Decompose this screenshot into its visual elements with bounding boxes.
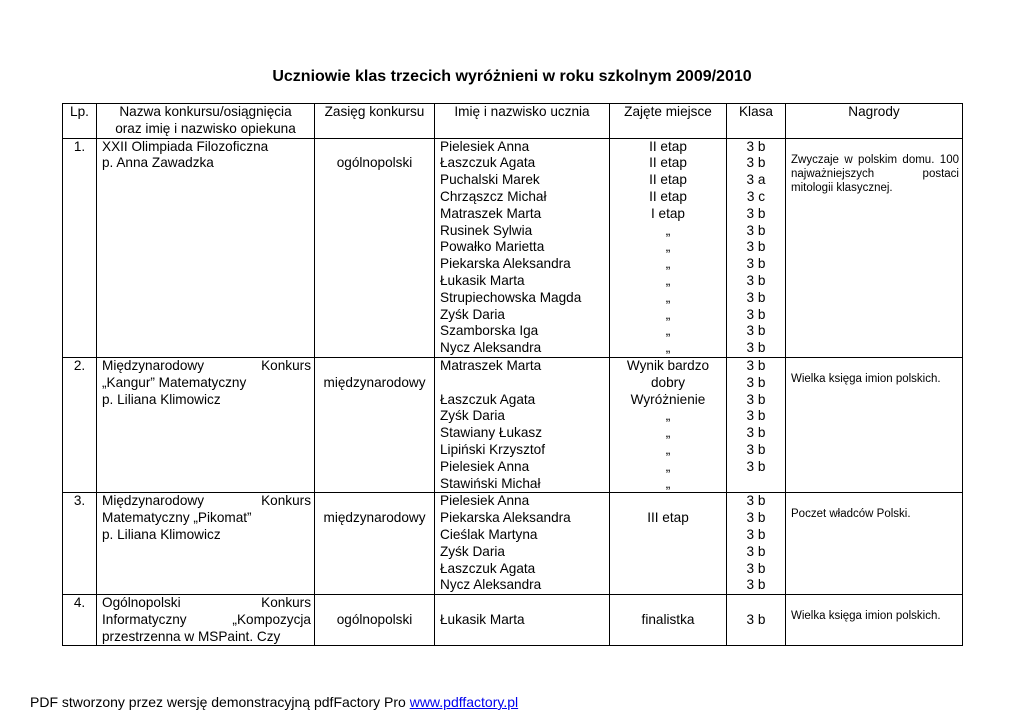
place-value: „ bbox=[665, 458, 671, 474]
contest-name: Ogólnopolski Konkurs Informatyczny „Kompozycja przestrzenna w MSPaint. Czy bbox=[102, 595, 311, 644]
row-classes: 3 b bbox=[727, 595, 786, 646]
pupil-name: Matraszek Marta bbox=[440, 205, 542, 221]
pupil-name: Rusinek Sylwia bbox=[440, 222, 533, 238]
awards-table bbox=[62, 103, 963, 646]
footer-link[interactable]: www.pdffactory.pl bbox=[409, 694, 519, 710]
row-classes bbox=[727, 138, 786, 357]
place-value: „ bbox=[665, 306, 671, 322]
row-places: finalistka bbox=[610, 595, 727, 646]
place-value: „ bbox=[665, 323, 671, 339]
class-value: 3 b bbox=[746, 155, 766, 171]
class-value: 3 b bbox=[746, 138, 766, 154]
class-value: 3 b bbox=[746, 425, 766, 441]
place-value bbox=[610, 577, 726, 594]
place-value: I etap bbox=[650, 205, 685, 221]
place-value: II etap bbox=[649, 138, 687, 154]
place-value: „ bbox=[665, 425, 671, 441]
place-value: II etap bbox=[649, 172, 687, 188]
place-value: „ bbox=[665, 239, 671, 255]
class-value: 3 b bbox=[746, 560, 766, 576]
row-classes bbox=[727, 493, 786, 595]
place-value: „ bbox=[665, 441, 671, 457]
pupil-name: Pielesiek Anna bbox=[440, 493, 530, 509]
row-pupils bbox=[435, 138, 610, 357]
class-value: 3 b bbox=[746, 543, 766, 559]
place-value: „ bbox=[665, 289, 671, 305]
pupil-name: Stawiany Łukasz bbox=[440, 425, 543, 441]
row-prize: Poczet władców Polski. bbox=[786, 493, 963, 595]
pupil-name: Piekarska Aleksandra bbox=[440, 256, 571, 272]
class-value: 3 b bbox=[746, 323, 766, 339]
class-value bbox=[727, 476, 785, 493]
table-header-row bbox=[63, 104, 963, 139]
pupil-name: Łaszczuk Agata bbox=[440, 155, 536, 171]
class-value: 3 b bbox=[746, 340, 766, 356]
class-value: 3 b bbox=[746, 408, 766, 424]
contest-name: Międzynarodowy Konkurs „Kangur” Matematyczny bbox=[102, 357, 311, 390]
contest-supervisor: p. Liliana Klimowicz bbox=[102, 391, 221, 407]
pupil-name: Łukasik Marta bbox=[440, 272, 525, 288]
row-range: ogólnopolski bbox=[315, 595, 435, 646]
place-value: II etap bbox=[649, 188, 687, 204]
row-range bbox=[315, 493, 435, 595]
header-lp: Lp. bbox=[63, 104, 97, 139]
pupil-name: Łaszczuk Agata bbox=[440, 391, 536, 407]
pupil-name: Nycz Aleksandra bbox=[440, 577, 542, 593]
row-contest bbox=[97, 357, 315, 492]
place-value: „ bbox=[665, 408, 671, 424]
place-value bbox=[610, 527, 726, 544]
row-places bbox=[610, 138, 727, 357]
place-value bbox=[610, 561, 726, 578]
contest-name: Międzynarodowy Konkurs Matematyczny „Pikomat” bbox=[102, 493, 311, 526]
contest-name: XXII Olimpiada Filozoficzna bbox=[102, 138, 269, 154]
header-range: Zasięg konkursu bbox=[315, 104, 435, 139]
header-prize: Nagrody bbox=[786, 104, 963, 139]
contest-supervisor: p. Anna Zawadzka bbox=[102, 155, 214, 171]
row-places bbox=[610, 357, 727, 492]
class-value: 3 b bbox=[746, 239, 766, 255]
class-value: 3 b bbox=[746, 306, 766, 322]
pupil-name: Strupiechowska Magda bbox=[440, 289, 582, 305]
row-pupils bbox=[435, 357, 610, 492]
pupil-name: Chrząszcz Michał bbox=[440, 188, 547, 204]
place-value: „ bbox=[665, 256, 671, 272]
row-contest bbox=[97, 595, 315, 646]
row-lp: 1. bbox=[63, 138, 97, 357]
class-value: 3 b bbox=[746, 458, 766, 474]
row-prize: Zwyczaje w polskim domu. 100 najważniejszych postaci mitologii klasycznej. bbox=[786, 138, 963, 357]
place-value: „ bbox=[665, 340, 671, 356]
pupil-name: Puchalski Marek bbox=[440, 172, 540, 188]
row-lp: 3. bbox=[63, 493, 97, 595]
pupil-name: Stawiński Michał bbox=[440, 475, 541, 491]
table-row bbox=[63, 595, 963, 646]
pupil-name: Szamborska Iga bbox=[440, 323, 539, 339]
pupil-name: Pielesiek Anna bbox=[440, 138, 530, 154]
place-value bbox=[610, 493, 726, 510]
table-row bbox=[63, 493, 963, 595]
class-value: 3 c bbox=[746, 188, 766, 204]
place-value: Wyróżnienie bbox=[630, 391, 706, 407]
place-value bbox=[610, 544, 726, 561]
row-lp: 2. bbox=[63, 357, 97, 492]
class-value: 3 b bbox=[746, 205, 766, 221]
pupil-name: Zyśk Daria bbox=[440, 543, 505, 559]
place-value: „ bbox=[665, 222, 671, 238]
row-contest bbox=[97, 138, 315, 357]
place-value: „ bbox=[665, 272, 671, 288]
pupil-name: Zyśk Daria bbox=[440, 408, 505, 424]
class-value: 3 b bbox=[746, 391, 766, 407]
class-value: 3 b bbox=[746, 357, 766, 373]
contest-range: międzynarodowy bbox=[323, 374, 426, 390]
pupil-name: Piekarska Aleksandra bbox=[440, 510, 571, 526]
contest-range: międzynarodowy bbox=[323, 510, 426, 526]
table-row bbox=[63, 138, 963, 357]
class-value: 3 b bbox=[746, 510, 766, 526]
class-value: 3 b bbox=[746, 289, 766, 305]
row-prize: Wielka księga imion polskich. bbox=[786, 595, 963, 646]
header-class: Klasa bbox=[727, 104, 786, 139]
class-value: 3 a bbox=[746, 172, 766, 188]
footer-text: PDF stworzony przez wersję demonstracyjną pdfFactory Pro bbox=[30, 694, 406, 710]
row-prize: Wielka księga imion polskich. bbox=[786, 357, 963, 492]
header-place: Zajęte miejsce bbox=[610, 104, 727, 139]
pupil-name: Zyśk Daria bbox=[440, 306, 505, 322]
place-value: III etap bbox=[647, 510, 689, 526]
header-contest-name-line1: Nazwa konkursu/osiągnięcia bbox=[119, 104, 292, 119]
class-value: 3 b bbox=[746, 256, 766, 272]
pupil-name: Matraszek Marta bbox=[440, 357, 542, 373]
class-value: 3 b bbox=[746, 526, 766, 542]
row-range bbox=[315, 357, 435, 492]
row-range bbox=[315, 138, 435, 357]
row-contest bbox=[97, 493, 315, 595]
pupil-name: Powałko Marietta bbox=[440, 239, 545, 255]
row-pupils bbox=[435, 493, 610, 595]
class-value: 3 b bbox=[746, 493, 766, 509]
row-pupils: Łukasik Marta bbox=[435, 595, 610, 646]
pupil-name bbox=[440, 375, 606, 392]
pupil-name: Nycz Aleksandra bbox=[440, 340, 542, 356]
place-value: Wynik bardzo bbox=[626, 357, 710, 373]
header-contest-name bbox=[97, 104, 315, 139]
pupil-name: Lipiński Krzysztof bbox=[440, 441, 546, 457]
place-value: II etap bbox=[649, 155, 687, 171]
contest-supervisor: p. Liliana Klimowicz bbox=[102, 526, 221, 542]
class-value: 3 b bbox=[746, 577, 766, 593]
class-value: 3 b bbox=[746, 222, 766, 238]
class-value: 3 b bbox=[746, 374, 766, 390]
header-pupil: Imię i nazwisko ucznia bbox=[435, 104, 610, 139]
pupil-name: Łaszczuk Agata bbox=[440, 560, 536, 576]
class-value: 3 b bbox=[746, 272, 766, 288]
pupil-name: Pielesiek Anna bbox=[440, 458, 530, 474]
header-contest-name-line2: oraz imię i nazwisko opiekuna bbox=[115, 120, 296, 136]
row-places bbox=[610, 493, 727, 595]
footer bbox=[30, 694, 518, 710]
place-value: „ bbox=[665, 475, 671, 491]
row-classes bbox=[727, 357, 786, 492]
row-lp: 4. bbox=[63, 595, 97, 646]
page-title: Uczniowie klas trzecich wyróżnieni w roku szkolnym 2009/2010 bbox=[272, 68, 752, 85]
pupil-name: Cieślak Martyna bbox=[440, 526, 538, 542]
class-value: 3 b bbox=[746, 441, 766, 457]
place-value: dobry bbox=[650, 374, 685, 390]
table-row bbox=[63, 357, 963, 492]
contest-range: ogólnopolski bbox=[336, 155, 413, 171]
